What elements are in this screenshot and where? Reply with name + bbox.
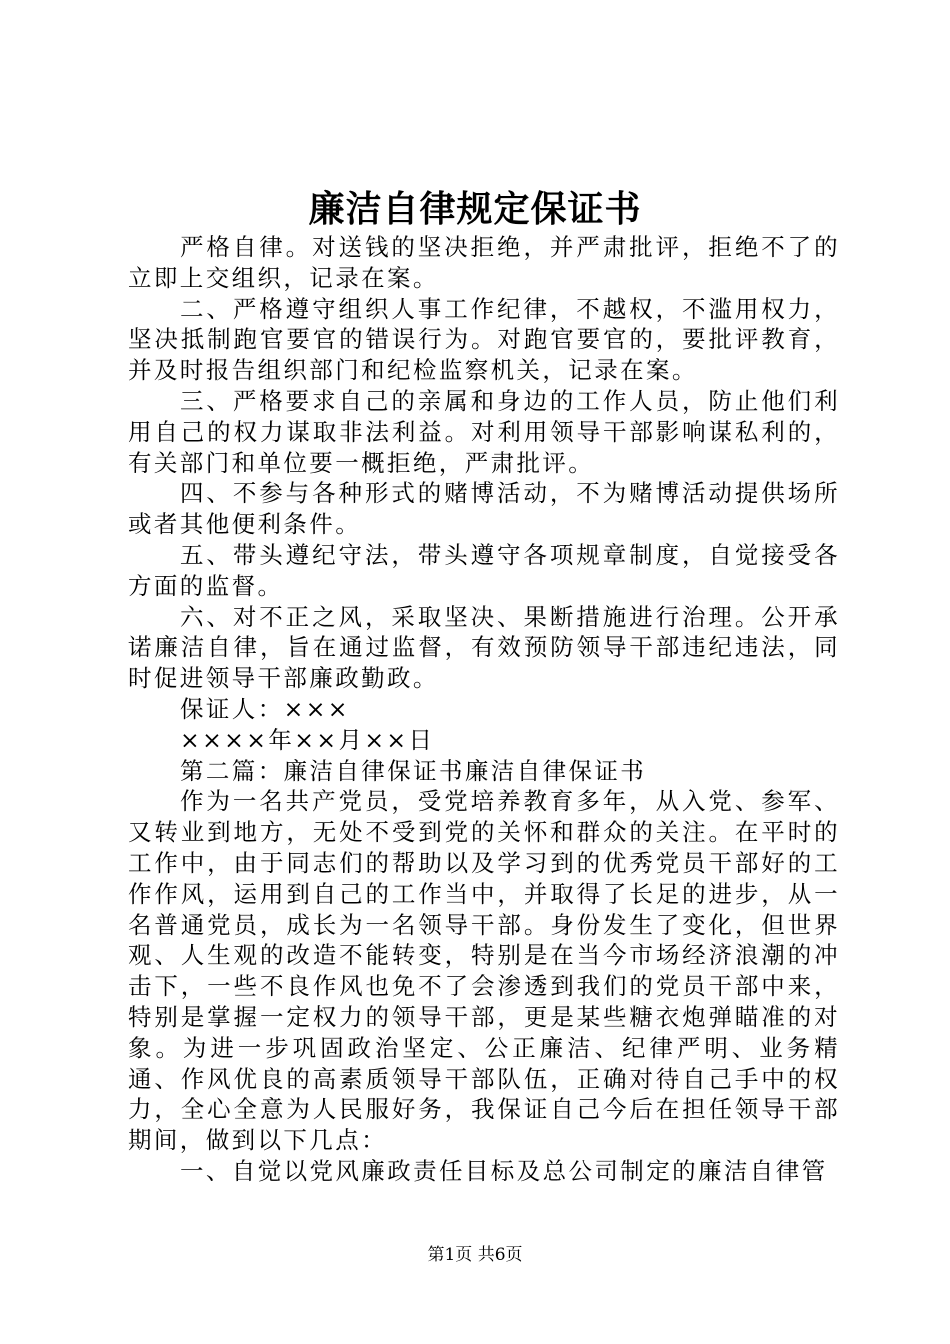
- document-title: 廉洁自律规定保证书: [308, 188, 642, 230]
- paragraph-5: 五、带头遵纪守法，带头遵守各项规章制度，自觉接受各方面的监督。: [128, 540, 840, 600]
- paragraph-1: 严格自律。对送钱的坚决拒绝，并严肃批评，拒绝不了的立即上交组织，记录在案。: [128, 233, 840, 292]
- paragraph-7: 作为一名共产党员，受党培养教育多年，从入党、参军、又转业到地方，无处不受到党的关怀和群众的关注。在平时的工作中，由于同志们的帮助以及学习到的优秀党员干部好的工作作风，运用到自己的工作当中，并取得了长足的进步，从一名普通党员，成长为一名领导干部。身份发生了变化，但世界观、人生观的改造不能转变，特别是在当今市场经济浪潮的冲击下，一些不良作风也免不了会渗透到我们的党员干部中来，特别是掌握一定权力的领导干部，更是某些糖衣炮弹瞄准的对象。为进一步巩固政治坚定、公正廉洁、纪律严明、业务精通、作风优良的高素质领导干部队伍，正确对待自己手中的权力，全心全意为人民服好务，我保证自己今后在担任领导干部期间，做到以下几点：: [128, 787, 840, 1155]
- document-body: [128, 232, 840, 1187]
- paragraph-2: 二、严格遵守组织人事工作纪律，不越权，不滥用权力，坚决抵制跑官要官的错误行为。对跑官要官的，要批评教育，并及时报告组织部门和纪检监察机关，记录在案。: [128, 294, 840, 385]
- date-line: ××××年××月××日: [180, 725, 435, 754]
- section-heading: 第二篇：廉洁自律保证书廉洁自律保证书: [180, 756, 647, 785]
- paragraph-3: 三、严格要求自己的亲属和身边的工作人员，防止他们利用自己的权力谋取非法利益。对利用领导干部影响谋私利的，有关部门和单位要一概拒绝，严肃批评。: [128, 386, 840, 477]
- paragraph-6: 六、对不正之风，采取坚决、果断措施进行治理。公开承诺廉洁自律，旨在通过监督，有效预防领导干部违纪违法，同时促进领导干部廉政勤政。: [128, 602, 840, 693]
- paragraph-4: 四、不参与各种形式的赌博活动，不为赌博活动提供场所或者其他便利条件。: [128, 479, 840, 539]
- guarantor-line: 保证人：×××: [180, 694, 350, 723]
- paragraph-8: 一、自觉以党风廉政责任目标及总公司制定的廉洁自律管: [180, 1156, 828, 1185]
- page-number: 第1页 共6页: [427, 1245, 523, 1265]
